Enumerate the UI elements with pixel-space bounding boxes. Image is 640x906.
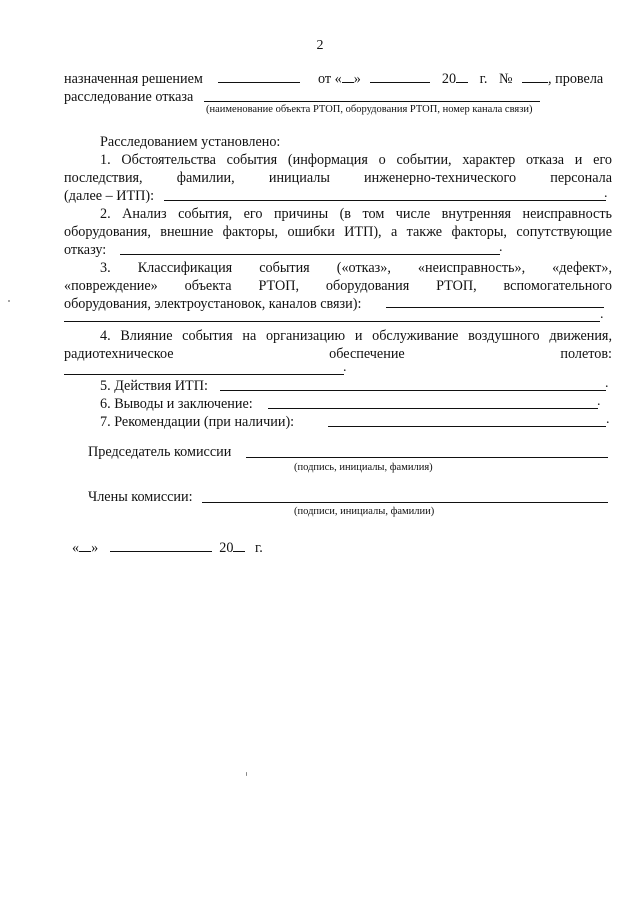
intro-ot: от « [317, 71, 342, 87]
item7-blank [328, 426, 606, 427]
item3-line3: оборудования, электроустановок, каналов связи): [64, 296, 362, 312]
month-blank [370, 70, 430, 83]
chairman-caption: (подпись, инициалы, фамилия) [294, 462, 433, 473]
item5-blank [220, 390, 606, 391]
item6-blank [268, 408, 598, 409]
chairman-signature-blank [246, 457, 608, 458]
established-heading: Расследованием установлено: [100, 134, 281, 150]
date-year-blank [233, 539, 245, 552]
item2-line3: отказу: [64, 242, 107, 258]
members-label: Члены комиссии: [88, 489, 193, 505]
item4-line1: 4. Влияние события на организацию и обслуживание воздушного движения, [100, 328, 612, 344]
item4-line2: радиотехническое обеспечение полетов: [64, 346, 612, 362]
date-day-blank [79, 539, 91, 552]
item5-line: 5. Действия ИТП: [100, 378, 208, 394]
item1-blank [164, 200, 606, 201]
day-blank [342, 70, 354, 83]
item1-line2: последствия, фамилии, инициалы инженерно-технического персонала [64, 170, 612, 186]
number-blank [522, 70, 548, 83]
item3-blank-1 [386, 307, 604, 308]
item3-line2: «повреждение» объекта РТОП, оборудования РТОП, вспомогательного [64, 278, 612, 294]
intro-line-2: расследование отказа [64, 89, 194, 105]
scan-speck [8, 300, 10, 302]
item3-line1: 3. Классификация события («отказ», «неисправность», «дефект», [100, 260, 612, 276]
page-number: 2 [316, 38, 324, 53]
item3-blank-2 [64, 321, 600, 322]
item1-line3: (далее – ИТП): [64, 188, 155, 204]
decision-blank [218, 70, 300, 83]
item2-blank [120, 254, 500, 255]
chairman-label: Председатель комиссии [88, 444, 232, 460]
item6-line: 6. Выводы и заключение: [100, 396, 253, 412]
item1-line1: 1. Обстоятельства события (информация о событии, характер отказа и его [100, 152, 612, 168]
item4-blank [64, 374, 344, 375]
intro-line-1: назначенная решением от « » 20 г. № , провела [64, 71, 604, 87]
object-blank [204, 101, 540, 102]
date-month-blank [110, 539, 212, 552]
item7-line: 7. Рекомендации (при наличии): [100, 414, 295, 430]
year-blank [456, 70, 468, 83]
intro-text: назначенная решением [64, 71, 203, 87]
document-page: 2 назначенная решением от « » 20 г. № , провела расследование отказа (наименование объекта РТОП, оборудования РТОП, номер канала связи) Расследованием установлено: 1. Обстоятельства события (информация о событии, характер отказа и его последствия, фамилии, инициалы инженерно-технического персонала (далее – ИТП): . 2. Анализ события, его причины (в том числе внутренняя неисправность оборудования, внешние факторы, ошибки ИТП), а также факторы, сопутствующие отказу: . 3. Классификация события («отказ», «неисправность», «дефект», «повреждение» объекта РТОП, оборудования РТОП, вспомогательного оборудования, электроустановок, каналов связи): . 4. Влияние события на организацию и обслуживание воздушного движения, радиотехническое обеспечение полетов: . 5. Действия ИТП: . 6. Выводы и заключение: . 7. Рекомендации (при наличии): . Председатель комиссии (подпись, инициалы, фамилия) Члены комиссии: (подписи, инициалы, фамилии) « » 20 г. [0, 0, 640, 906]
date-line: « » 20 г. [72, 540, 263, 556]
item2-line1: 2. Анализ события, его причины (в том числе внутренняя неисправность [100, 206, 612, 222]
item2-line2: оборудования, внешние факторы, ошибки ИТП), а также факторы, сопутствующие [64, 224, 612, 240]
scan-speck [246, 772, 247, 776]
members-signature-blank [202, 502, 608, 503]
members-caption: (подписи, инициалы, фамилии) [294, 506, 435, 517]
object-caption: (наименование объекта РТОП, оборудования РТОП, номер канала связи) [206, 104, 533, 115]
